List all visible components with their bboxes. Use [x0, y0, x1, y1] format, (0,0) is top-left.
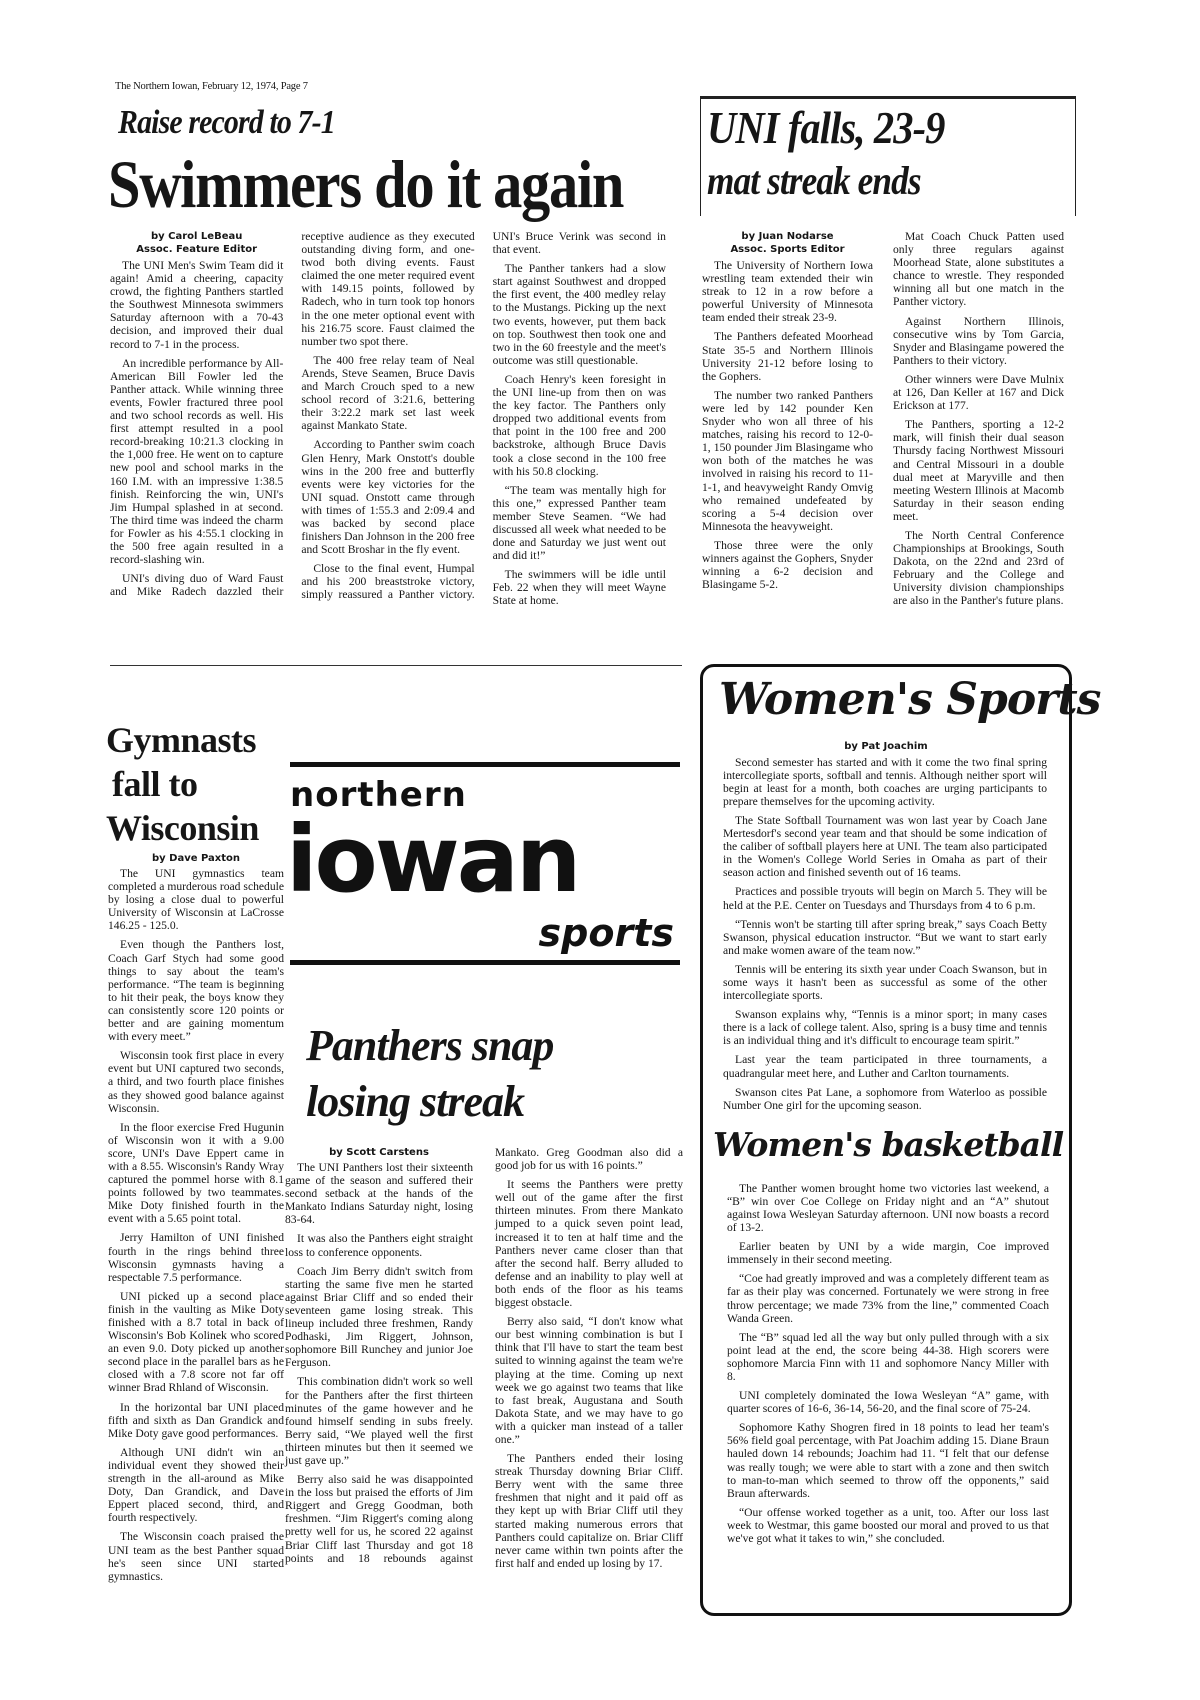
paragraph: In the floor exercise Fred Hugunin of Wisconsin won it with a 9.00 score, UNI's Dave Eppert came in with a 8.55. Wisconsin's Randy Wray captured the pommel horse with 8.1 points followed by two teammates. Mike Doty finished fourth in the event with a 5.65 point total. — [108, 1120, 284, 1226]
womens-basketball-body — [703, 1182, 1069, 1545]
basketball-article-body — [285, 1146, 683, 1570]
paragraph: The number two ranked Panthers were led by 142 pounder Ken Snyder who won all three of his matches, raising his record to 12-0-1, 150 pounder Jim Blasingame who won both of the matches he was involved in raising his record to 11-1-1, and heavyweight Randy Omvig who remained undefeated by scoring a 5-4 decision over Minnesota the heavyweight. — [702, 388, 873, 533]
paragraph: Jerry Hamilton of UNI finished fourth in the rings behind three Wisconsin gymnasts having a respectable 7.5 performance. — [108, 1231, 284, 1284]
section-divider — [110, 665, 682, 666]
paragraph: The UNI Men's Swim Team did it again! Amid a cheering, capacity crowd, the fighting Panthers startled the Southwest Minnesota swimmers Saturday afternoon with a 70-43 decision, and improved their dual record to 7-1 in the process. — [110, 259, 284, 351]
paragraph: Even though the Panthers lost, Coach Garf Stych had some good things to say about the team's performance. “The team is beginning to hit their peak, the boys know they can consistently score 120 points or better and are gaining momentum with every meet.” — [108, 938, 284, 1044]
womens-sports-headline: Women's Sports — [719, 674, 1101, 725]
wrestling-subheadline: mat streak ends — [707, 158, 921, 203]
headline-line: Wisconsin — [106, 808, 259, 848]
swim-headline: Swimmers do it again — [108, 146, 624, 222]
paragraph: Earlier beaten by UNI by a wide margin, Coe improved immensely in their second meeting. — [727, 1240, 1049, 1267]
paragraph: The UNI gymnastics team completed a murderous road schedule by losing a close dual to powerful University of Wisconsin at LaCrosse 146.25 - 125.0. — [108, 867, 284, 933]
paragraph: The Panther tankers had a slow start against Southwest and dropped the first event, the 400 medley relay to the Mustangs. Picking up the next two events, however, put them back on top. Southwest then took one and two in the 60 freestyle and the meet's outcome was still questionable. — [492, 262, 666, 367]
paragraph: Coach Henry's keen foresight in the UNI line-up from then on was the key factor. The Panthers only dropped two additional events from that point in the 100 free and 200 backstroke, although Bruce Davis took a close second in the 100 free with his 50.8 clocking. — [492, 372, 666, 478]
paragraph: Practices and possible tryouts will begin on March 5. They will be held at the P.E. Center on Tuesdays and Thursdays from 4 to 6 p.m. — [723, 885, 1047, 912]
womens-sports-body — [703, 756, 1069, 1112]
paragraph: Against Northern Illinois, consecutive wins by Tom Garcia, Snyder and Blasingame powered the Panthers to their victory. — [893, 314, 1064, 367]
paragraph: The North Central Conference Championships at Brookings, South Dakota, on the 22nd and 23rd of February and the College and University division championships are also in the Panther's future plans. — [893, 528, 1064, 608]
paragraph: “Tennis won't be starting till after spring break,” says Coach Betty Swanson, physical education instructor. “But we want to start early and make women aware of the team now.” — [723, 917, 1047, 957]
paragraph: Coach Jim Berry didn't switch from starting the same five men he started against Briar Cliff and so ended their seventeen game losing streak. This lineup included three freshmen, Randy Podhaski, Jim Riggert, Johnson, sophomore Bill Runchey and junior Joe Ferguson. — [285, 1264, 473, 1370]
paragraph: Second semester has started and with it come the two final spring intercollegiate sports, softball and tennis. Although neither sport will begin at least for a month, both coaches are urging participants to prepare themselves for the upcoming activity. — [723, 755, 1047, 808]
paragraph: Although UNI didn't win an individual event they showed their strength in the all-around as Mike Doty, Dan Grandick, and Dave Eppert placed second, third, and fourth respectively. — [108, 1445, 284, 1525]
paragraph: Sophomore Kathy Shogren fired in 18 points to lead her team's 56% field goal percentage, with Pat Joachim adding 15. Diane Braun hauled down 14 rebounds; Joachim had 11. “I felt that our defense was really tough; we were able to start with a zone and then switch to man-to-man which seemed to throw off the opponents,” said Braun afterwards. — [727, 1421, 1049, 1500]
paragraph: The Panthers defeated Moorhead State 35-5 and Northern Illinois University 21-12 before losing to the Gophers. — [702, 330, 873, 383]
paragraph-list — [723, 756, 1047, 1112]
paragraph: The swimmers will be idle until Feb. 22 when they will meet Wayne State at home. — [492, 568, 666, 608]
headline-line: Gymnasts — [106, 720, 257, 760]
paragraph: The Panther women brought home two victories last weekend, a “B” win over Coe College on Friday night and an “A” shutout against Iowa Wesleyan Saturday afternoon. UNI now boasts a record of 13-2. — [727, 1181, 1049, 1235]
logo-northern: northern — [290, 775, 467, 815]
gymnastics-headline — [106, 718, 259, 850]
paragraph: It seems the Panthers were pretty well out of the game after the first thirteen minutes. From there Mankato jumped to a quick seven point lead, increased it to ten at half time and the Panthers never came closer than that after the second half. Berry alluded to defense and an inability to play well at both ends of the floor as his teams biggest obstacle. — [495, 1178, 683, 1310]
paragraph-list — [727, 1182, 1049, 1545]
womens-basketball-headline: Women's basketball — [713, 1124, 1064, 1164]
paragraph: UNI's diving duo of Ward Faust and Mike Radech dazzled their receptive audience as they executed outstanding diving form, and one-twod both diving events. Faust claimed the one meter required event with 149.15 points, followed by Radech, who in turn took top honors in the one meter optional event with his 216.75 score. Faust claimed the number two spot there. — [110, 230, 475, 599]
paragraph: In the horizontal bar UNI placed fifth and sixth as Dan Grandick and Mike Doty gave good performances. — [108, 1400, 284, 1440]
paragraph-list — [702, 230, 1064, 608]
paragraph: UNI completely dominated the Iowa Wesleyan “A” game, with quarter scores of 16-6, 36-14, 56-20, and the final score of 75-24. — [727, 1389, 1049, 1416]
paragraph: The State Softball Tournament was won last year by Coach Jane Mertesdorf's second year team and that should be some indication of the caliber of softball players here at UNI. The team also participated in the Women's College World Series in Omaha as part of their season action and finished seventh out of 16 teams. — [723, 813, 1047, 880]
page-folio: The Northern Iowan, February 12, 1974, Page 7 — [115, 81, 308, 92]
headline-line: Panthers snap — [306, 1021, 554, 1070]
paragraph-list — [110, 230, 666, 608]
paragraph: “Our offense worked together as a unit, too. After our loss last week to Westmar, this game boosted our moral and proved to us that we've got what it takes to win,” she concluded. — [727, 1505, 1049, 1546]
paragraph-list — [108, 867, 284, 1583]
womens-sports-box — [700, 664, 1101, 1616]
headline-line: fall to — [112, 764, 198, 804]
paragraph: The University of Northern Iowa wrestling team extended their win streak to 12 in a row before a powerful University of Minnesota team ended their streak 23-9. — [702, 259, 873, 325]
swim-kicker: Raise record to 7-1 — [118, 104, 335, 141]
paragraph: The “B” squad led all the way but only pulled through with a six point lead at the end, the score being 44-38. High scorers were sophomore Marcia Finn with 11 and sophomore Nancy Miller with 8. — [727, 1330, 1049, 1383]
byline: by Pat Joachim — [844, 740, 928, 752]
paragraph: Mat Coach Chuck Patten used only three regulars against Moorhead State, alone substitutes a chance to wrestle. They responded winning all but one match in the Panther victory. — [893, 230, 1064, 309]
paragraph: Those three were the only winners against the Gophers, Snyder winning a 6-2 decision and Blasingame 5-2. — [702, 538, 873, 592]
northern-iowan-sports-logo — [286, 758, 680, 968]
paragraph: Wisconsin took first place in every event but UNI captured two seconds, a third, and two fourth place finishes as they showed good balance against Wisconsin. — [108, 1049, 284, 1115]
paragraph: An incredible performance by All-American Bill Fowler led the Panther attack. While winning three events, Fowler fractured three pool and two school records as well. His first attempt resulted in a pool record-breaking 10:21.3 clocking in the 1,000 free. He went on to capture new pool and school marks in the 160 I.M. with an impressive 1:38.5 finish. Reinforcing the win, UNI's Jim Humpal splashed in at second. The third time was indeed the charm for Fowler as his 4:55.1 clocking in the 500 free again resulted in a record-slashing win. — [110, 356, 284, 567]
wrestling-article-body — [702, 230, 1064, 608]
byline: by Scott Carstens — [329, 1147, 429, 1158]
gymnastics-article-body — [108, 852, 284, 1589]
swim-article-body — [110, 230, 666, 608]
paragraph-list — [285, 1146, 683, 1570]
paragraph: According to Panther swim coach Glen Henry, Mark Onstott's double wins in the 200 free and butterfly events were key victories for the UNI squad. Onstott came through with times of 1:55.3 and 2:09.4 and was backed by second place finishers Dan Johnson in the 200 free and Scott Broshar in the fly event. — [301, 438, 475, 557]
paragraph: Swanson cites Pat Lane, a sophomore from Waterloo as possible Number One girl for the upcoming season. — [723, 1085, 1047, 1112]
paragraph: Swanson explains why, “Tennis is a minor sport; in many cases there is a lack of college talent. Also, spring is a busy time and tennis is an individual thing and it's difficult to encourage team spirit.” — [723, 1008, 1047, 1048]
paragraph: Other winners were Dave Mulnix at 126, Dan Keller at 167 and Dick Erickson at 177. — [893, 372, 1064, 413]
paragraph: The Wisconsin coach praised the UNI team as the best Panther squad he's seen since UNI started gymnastics. — [108, 1530, 284, 1583]
paragraph: Berry also said, “I don't know what our best winning combination is but I think that I'll have to start the team best suited to winning against the team we're playing at the time. Coming up next week we go against two teams that like to fast break, Augustana and South Dakota State, and we may have to go with a quicker man instead of a taller one.” — [495, 1315, 683, 1446]
paragraph: Tennis will be entering its sixth year under Coach Swanson, but in some ways it hasn't been as successful as some of the other intercollegiate sports. — [723, 962, 1047, 1003]
paragraph: It was also the Panthers eight straight loss to conference opponents. — [285, 1232, 473, 1259]
paragraph: “The team was mentally high for this one,” expressed Panther team member Steve Seamen. “We had discussed all week what needed to be done and Saturday we just went out and did it!” — [492, 483, 666, 563]
paragraph: Close to the final event, Humpal and his 200 breaststroke victory, simply reassured a Panther victory. UNI's Bruce Verink was second in that event. — [301, 230, 666, 602]
paragraph: Last year the team participated in three tournaments, a quadrangular meet here, and Luther and Carlton tournaments. — [723, 1053, 1047, 1080]
paragraph: This combination didn't work so well for the Panthers after the first thirteen minutes of the game however and he found himself sending in subs freely. Berry said, “We played well the first thirteen minutes but then it seemed we just gave up.” — [285, 1375, 473, 1467]
byline: by Carol LeBeau — [150, 231, 243, 242]
paragraph: UNI picked up a second place finish in the vaulting as Mike Doty finished with a 8.7 total in back of Wisconsin's Bob Kolinek who scored an even 9.0. Doty picked up another second place in the parallel bars as he closed with a 7.8 score not far off winner Brad Rhland of Wisconsin. — [108, 1289, 284, 1395]
byline: by Dave Paxton — [151, 853, 241, 864]
paragraph: The Panthers, sporting a 12-2 mark, will finish their dual season Thursdy facing Northwest Missouri and Central Missouri in a double dual meet at Maryville and then meeting Western Illinois at Macomb Saturday in their season ending meet. — [893, 418, 1064, 523]
wrestling-headline: UNI falls, 23-9 — [707, 102, 945, 153]
logo-sports: sports — [538, 911, 674, 955]
paragraph: “Coe had greatly improved and was a completely different team as far as their play was concerned. Fortunately we were strong in free throw percentage; we made 73% from the line,” commented Coach Wanda Green. — [727, 1272, 1049, 1325]
byline-title: Assoc. Feature Editor — [136, 244, 258, 255]
paragraph: The UNI Panthers lost their sixteenth game of the season and suffered their second setback at the hands of the Mankato Indians Saturday night, losing 83-64. — [285, 1161, 473, 1227]
logo-iowan: iowan — [286, 806, 579, 913]
byline: by Juan Nodarse — [741, 231, 834, 242]
headline-line: losing streak — [306, 1077, 525, 1126]
paragraph: The Panthers ended their losing streak Thursday downing Briar Cliff. Berry went with the same three freshmen that night and it paid off as they kept up with Briar Cliff util they started making numerous errors that Panthers could capitalize on. Briar Cliff never came within twn points after the first half and ended up losing by 17. — [495, 1452, 683, 1570]
wrestling-headline-box — [700, 96, 1076, 216]
paragraph: The 400 free relay team of Neal Arends, Steve Seamen, Bruce Davis and March Crouch sped to a new school record of 3:21.6, bettering their 3:22.2 mark set last week against Mankato State. — [301, 353, 475, 433]
byline-title: Assoc. Sports Editor — [730, 244, 845, 255]
basketball-headline — [306, 1018, 553, 1130]
paragraph: Berry also said he was disappointed in the loss but praised the efforts of Jim Riggert and Gregg Goodman, both freshmen. “Jim Riggert's coming along pretty well for us, he scored 22 against Briar Cliff last Thursday and got 18 points and 18 rebounds against Mankato. Greg Goodman also did a good job for us with 16 points.” — [285, 1146, 683, 1565]
